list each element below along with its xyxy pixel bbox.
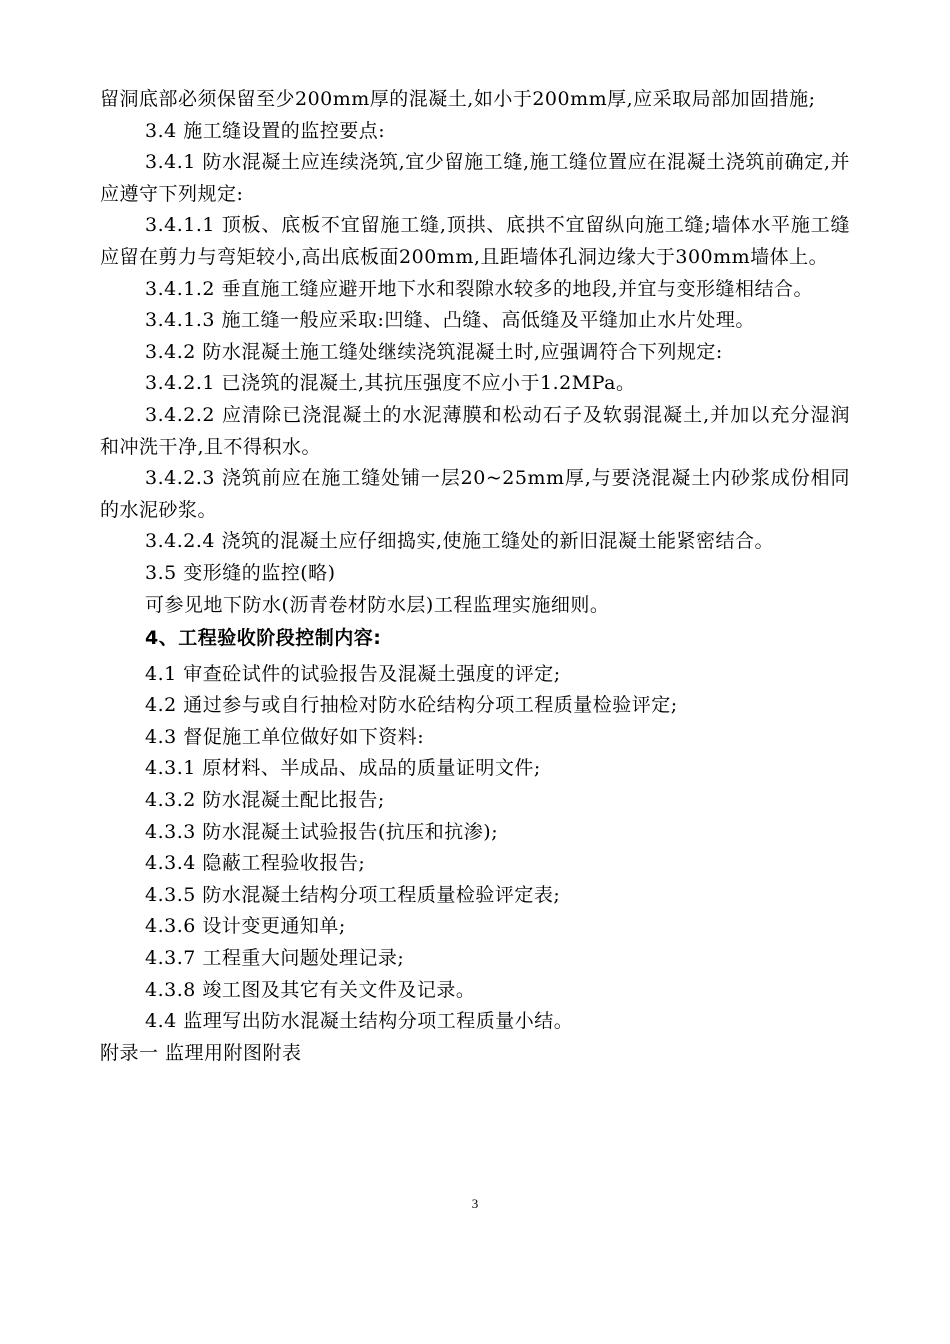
paragraph: 4.3.5 防水混凝土结构分项工程质量检验评定表; — [145, 883, 561, 906]
paragraph: 可参见地下防水(沥青卷材防水层)工程监理实施细则。 — [145, 593, 610, 616]
paragraph: 3.5 变形缝的监控(略) — [145, 561, 336, 584]
paragraph: 3.4.2 防水混凝土施工缝处继续浇筑混凝土时,应强调符合下列规定: — [145, 340, 723, 363]
paragraph: 4.3.8 竣工图及其它有关文件及记录。 — [145, 978, 476, 1001]
paragraph: 3.4.2.2 应清除已浇混凝土的水泥薄膜和松动石子及软弱混凝土,并加以充分湿润和冲洗干净,且不得积水。 — [100, 403, 850, 458]
paragraph: 4.3.3 防水混凝土试验报告(抗压和抗渗); — [145, 820, 499, 843]
paragraph: 4.3.1 原材料、半成品、成品的质量证明文件; — [145, 757, 541, 780]
page-number: 3 — [471, 1196, 479, 1211]
paragraph: 3.4.2.4 浇筑的混凝土应仔细捣实,使施工缝处的新旧混凝土能紧密结合。 — [145, 530, 775, 553]
paragraph: 4.1 审查砼试件的试验报告及混凝土强度的评定; — [145, 662, 561, 685]
paragraph: 3.4.1.2 垂直施工缝应避开地下水和裂隙水较多的地段,并宜与变形缝相结合。 — [145, 277, 814, 300]
paragraph: 3.4.1.1 顶板、底板不宜留施工缝,顶拱、底拱不宜留纵向施工缝;墙体水平施工缝应留在剪力与弯矩较小,高出底板面200mm,且距墙体孔洞边缘大于300mm墙体上。 — [100, 214, 850, 268]
paragraph: 4.3.7 工程重大问题处理记录; — [145, 947, 405, 970]
section-heading: 4、工程验收阶段控制内容: — [145, 627, 382, 650]
paragraph: 4.3.2 防水混凝土配比报告; — [145, 789, 385, 812]
paragraph: 留洞底部必须保留至少200mm厚的混凝土,如小于200mm厚,应采取局部加固措施; — [100, 88, 816, 110]
paragraph: 3.4.1 防水混凝土应连续浇筑,宜少留施工缝,施工缝位置应在混凝土浇筑前确定,并应遵守下列规定: — [100, 151, 850, 205]
paragraph: 4.3.6 设计变更通知单; — [145, 915, 346, 938]
paragraph: 4.2 通过参与或自行抽检对防水砼结构分项工程质量检验评定; — [145, 694, 678, 717]
paragraph: 3.4.1.3 施工缝一般应采取:凹缝、凸缝、高低缝及平缝加止水片处理。 — [145, 309, 755, 332]
document-body — [100, 84, 850, 1069]
paragraph: 3.4 施工缝设置的监控要点: — [145, 119, 386, 142]
paragraph: 4.4 监理写出防水混凝土结构分项工程质量小结。 — [145, 1010, 574, 1033]
paragraph: 3.4.2.3 浇筑前应在施工缝处铺一层20~25mm厚,与要浇混凝土内砂浆成份相同的水泥砂浆。 — [100, 467, 850, 521]
paragraph: 3.4.2.1 已浇筑的混凝土,其抗压强度不应小于1.2MPa。 — [145, 372, 636, 395]
paragraph: 4.3.4 隐蔽工程验收报告; — [145, 852, 366, 875]
paragraph: 附录一 监理用附图附表 — [100, 1041, 302, 1064]
paragraph: 4.3 督促施工单位做好如下资料: — [145, 725, 425, 748]
